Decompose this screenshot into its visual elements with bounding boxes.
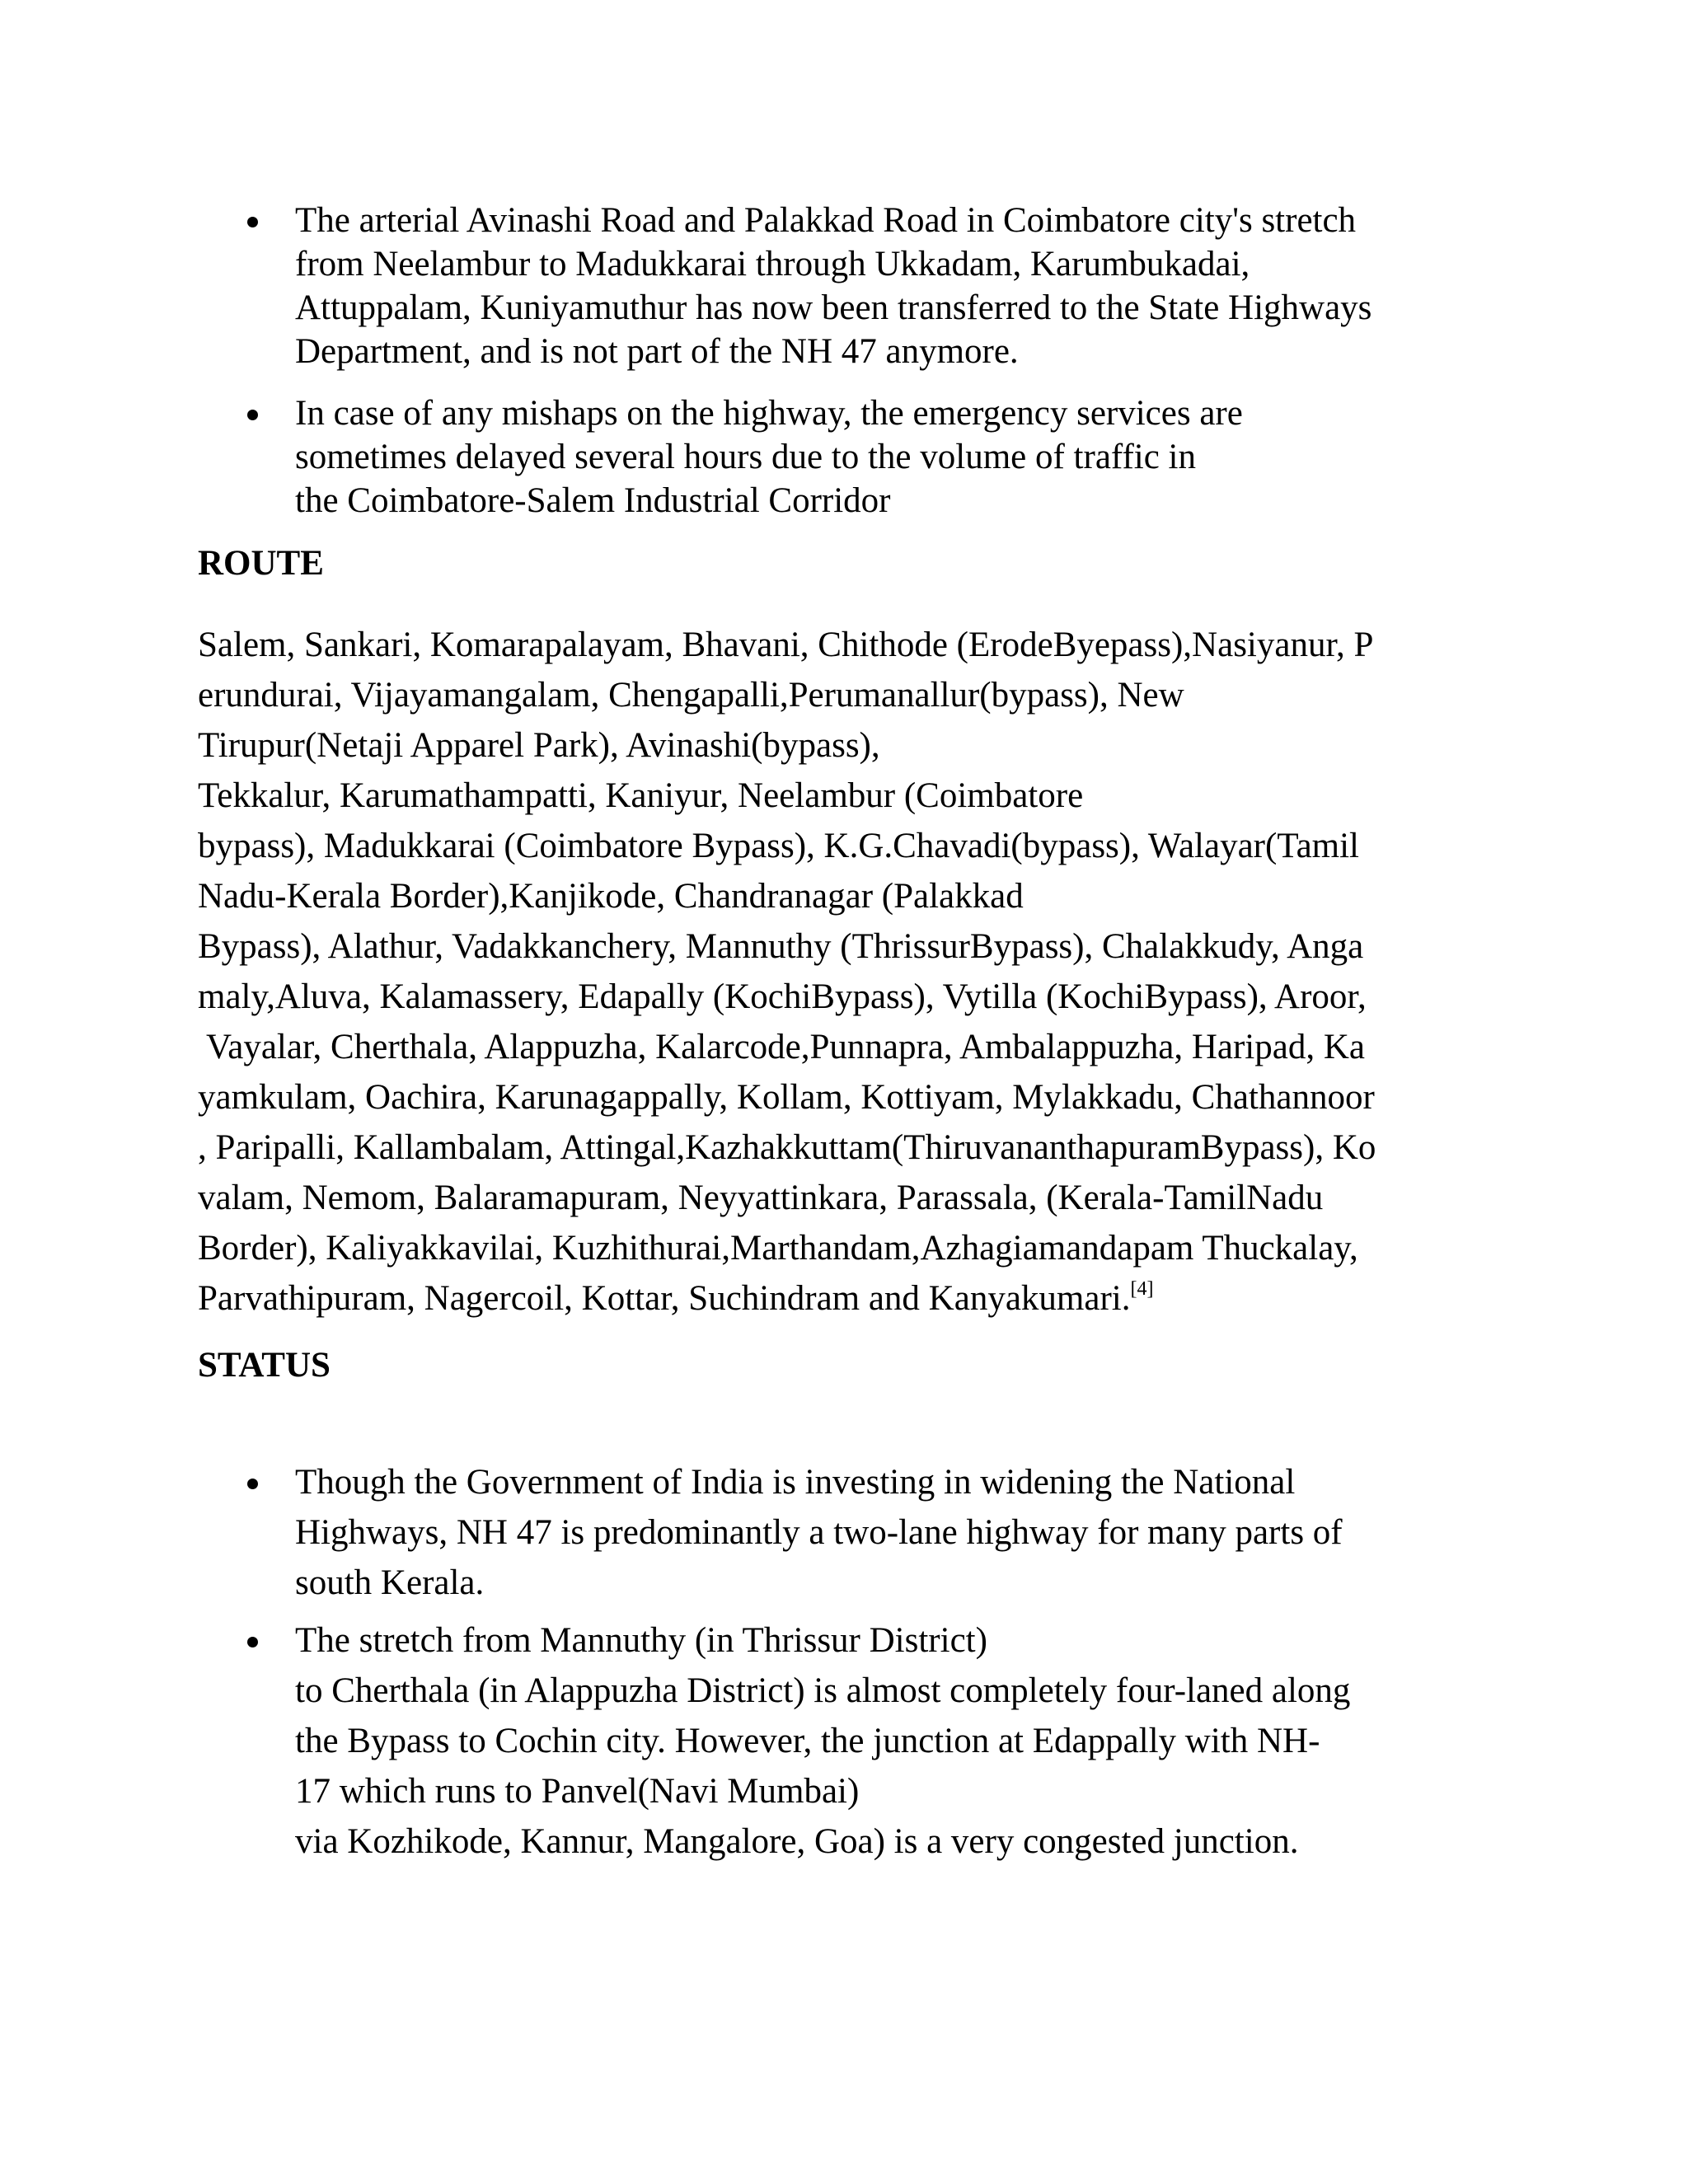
text-line: from Neelambur to Madukkarai through Ukkadam, Karumbukadai, <box>295 245 1250 284</box>
text-line: , Paripalli, Kallambalam, Attingal,Kazhakkuttam(ThiruvananthapuramBypass), Ko <box>198 1128 1376 1167</box>
intro-bullet-list <box>198 199 1517 523</box>
status-heading: STATUS <box>198 1346 331 1385</box>
bullet-text <box>295 391 1517 523</box>
bullet-text <box>295 1457 1517 1608</box>
route-last-line-text: Parvathipuram, Nagercoil, Kottar, Suchindram and Kanyakumari. <box>198 1279 1131 1318</box>
text-line: to Cherthala (in Alappuzha District) is almost completely four-laned along <box>295 1671 1351 1710</box>
text-line <box>198 1273 1484 1324</box>
list-item <box>198 199 1517 373</box>
text-line: Attuppalam, Kuniyamuthur has now been transferred to the State Highways <box>295 288 1372 327</box>
bullet-icon <box>247 217 258 227</box>
bullet-icon <box>247 1479 258 1489</box>
text-line: via Kozhikode, Kannur, Mangalore, Goa) is a very congested junction. <box>295 1822 1299 1861</box>
route-heading: ROUTE <box>198 544 324 583</box>
list-item <box>198 391 1517 523</box>
text-line: valam, Nemom, Balaramapuram, Neyyattinkara, Parassala, (Kerala-TamilNadu <box>198 1179 1324 1217</box>
text-line: Department, and is not part of the NH 47 anymore. <box>295 332 1019 371</box>
text-line: 17 which runs to Panvel(Navi Mumbai) <box>295 1772 860 1811</box>
text-line: Bypass), Alathur, Vadakkanchery, Mannuthy (ThrissurBypass), Chalakkudy, Anga <box>198 927 1364 966</box>
list-item <box>198 1615 1517 1867</box>
text-line: Tirupur(Netaji Apparel Park), Avinashi(bypass), <box>198 726 880 765</box>
text-line: bypass), Madukkarai (Coimbatore Bypass), K.G.Chavadi(bypass), Walayar(Tamil <box>198 827 1360 865</box>
text-line: Salem, Sankari, Komarapalayam, Bhavani, Chithode (ErodeByepass),Nasiyanur, P <box>198 626 1374 664</box>
text-line: The arterial Avinashi Road and Palakkad Road in Coimbatore city's stretch <box>295 201 1357 240</box>
bullet-icon <box>247 1637 258 1647</box>
text-line: The stretch from Mannuthy (in Thrissur District) <box>295 1621 987 1660</box>
text-line: erundurai, Vijayamangalam, Chengapalli,Perumanallur(bypass), New <box>198 676 1184 715</box>
text-line: the Coimbatore-Salem Industrial Corridor <box>295 481 891 520</box>
text-line: south Kerala. <box>295 1563 485 1602</box>
text-line: Tekkalur, Karumathampatti, Kaniyur, Neelambur (Coimbatore <box>198 776 1084 815</box>
text-line: the Bypass to Cochin city. However, the junction at Edappally with NH- <box>295 1722 1320 1760</box>
text-line: Nadu-Kerala Border),Kanjikode, Chandranagar (Palakkad <box>198 877 1024 916</box>
bullet-icon <box>247 410 258 420</box>
status-bullet-list <box>198 1457 1517 1867</box>
bullet-text <box>295 199 1517 373</box>
text-line: maly,Aluva, Kalamassery, Edapally (KochiBypass), Vytilla (KochiBypass), Aroor, <box>198 977 1367 1016</box>
text-line: Though the Government of India is investing in widening the National <box>295 1463 1296 1502</box>
list-item <box>198 1457 1517 1608</box>
text-line: sometimes delayed several hours due to the volume of traffic in <box>295 438 1196 476</box>
text-line: yamkulam, Oachira, Karunagappally, Kollam, Kottiyam, Mylakkadu, Chathannoor <box>198 1078 1375 1117</box>
text-line: Vayalar, Cherthala, Alappuzha, Kalarcode,Punnapra, Ambalappuzha, Haripad, Ka <box>198 1028 1365 1066</box>
text-line: Highways, NH 47 is predominantly a two-lane highway for many parts of <box>295 1513 1343 1552</box>
footnote-reference-link[interactable]: [4] <box>1130 1278 1154 1300</box>
text-line: Border), Kaliyakkavilai, Kuzhithurai,Marthandam,Azhagiamandapam Thuckalay, <box>198 1229 1358 1268</box>
bullet-text <box>295 1615 1517 1867</box>
text-line: In case of any mishaps on the highway, the emergency services are <box>295 394 1243 433</box>
route-paragraph <box>198 620 1484 1324</box>
